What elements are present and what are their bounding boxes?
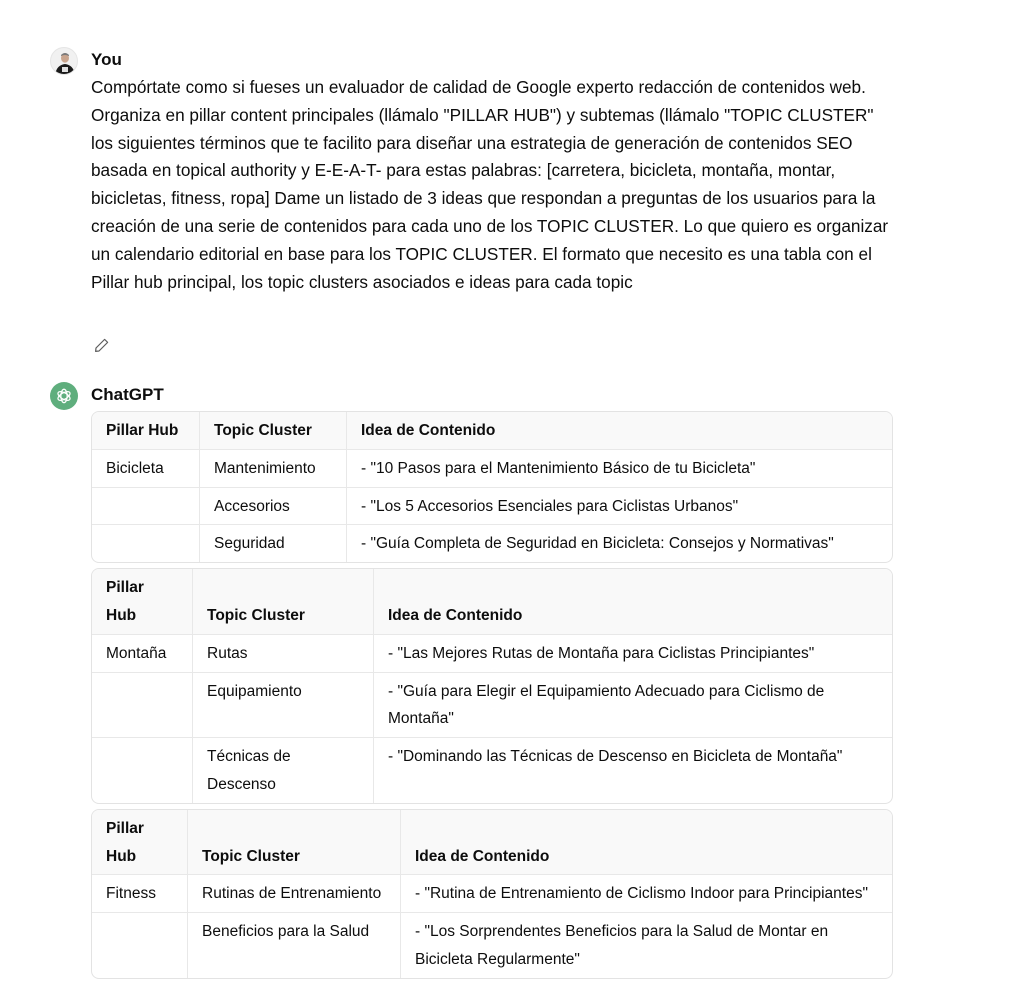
assistant-avatar	[50, 382, 78, 410]
cell-topic-cluster: Seguridad	[200, 525, 347, 562]
table-row	[92, 635, 892, 673]
header-pillar-hub: Pillar Hub	[92, 810, 188, 876]
table-header-row	[92, 569, 892, 635]
cell-pillar-hub	[92, 738, 193, 803]
header-idea: Idea de Contenido	[347, 412, 892, 450]
cell-idea: - "Los 5 Accesorios Esenciales para Ciclistas Urbanos"	[347, 488, 892, 526]
cell-pillar-hub	[92, 673, 193, 739]
cell-topic-cluster: Accesorios	[200, 488, 347, 526]
response-tables	[91, 411, 893, 984]
cell-topic-cluster: Beneficios para la Salud	[188, 913, 401, 978]
cell-idea: - "10 Pasos para el Mantenimiento Básico de tu Bicicleta"	[347, 450, 892, 488]
cell-pillar-hub	[92, 525, 200, 562]
pencil-icon[interactable]	[93, 336, 111, 354]
cell-topic-cluster: Rutas	[193, 635, 374, 673]
header-pillar-hub: Pillar Hub	[92, 412, 200, 450]
cell-idea: - "Las Mejores Rutas de Montaña para Ciclistas Principiantes"	[374, 635, 892, 673]
assistant-author-name: ChatGPT	[91, 385, 164, 404]
table-row	[92, 525, 892, 562]
cell-pillar-hub: Montaña	[92, 635, 193, 673]
content-table-bicicleta	[91, 411, 893, 563]
cell-pillar-hub	[92, 488, 200, 526]
cell-topic-cluster: Mantenimiento	[200, 450, 347, 488]
header-topic-cluster: Topic Cluster	[193, 569, 374, 635]
table-header-row	[92, 810, 892, 876]
table-row	[92, 913, 892, 978]
table-row	[92, 738, 892, 803]
user-author-name: You	[91, 50, 122, 69]
cell-topic-cluster: Rutinas de Entrenamiento	[188, 875, 401, 913]
cell-idea: - "Rutina de Entrenamiento de Ciclismo Indoor para Principiantes"	[401, 875, 892, 913]
table-row	[92, 875, 892, 913]
header-topic-cluster: Topic Cluster	[188, 810, 401, 876]
cell-idea: - "Los Sorprendentes Beneficios para la Salud de Montar en Bicicleta Regularmente"	[415, 923, 829, 968]
cell-pillar-hub: Fitness	[92, 875, 188, 913]
user-photo-avatar-icon	[51, 48, 78, 75]
cell-idea: - "Guía Completa de Seguridad en Bicicleta: Consejos y Normativas"	[361, 535, 834, 553]
table-row	[92, 450, 892, 488]
table-row	[92, 488, 892, 526]
header-idea: Idea de Contenido	[374, 569, 892, 635]
content-table-montana	[91, 568, 893, 804]
user-avatar	[50, 47, 78, 75]
cell-pillar-hub: Bicicleta	[92, 450, 200, 488]
header-pillar-hub: Pillar Hub	[92, 569, 193, 635]
cell-idea: - "Dominando las Técnicas de Descenso en Bicicleta de Montaña"	[388, 748, 843, 766]
cell-pillar-hub	[92, 913, 188, 978]
cell-topic-cluster: Equipamiento	[193, 673, 374, 739]
user-prompt-text: Compórtate como si fueses un evaluador de calidad de Google experto redacción de contenidos web. Organiza en pillar content principales (llámalo "PILLAR HUB") y subtemas (llámalo "TOPIC CLUSTER" los siguientes términos que te facilito para diseñar una estrategia de generación de contenidos SEO basada en topical authority y E-E-A-T- para estas palabras: [carretera, bicicleta, montaña, montar, bicicletas, fitness, ropa] Dame un listado de 3 ideas que respondan a preguntas de los usuarios para la creación de una serie de contenidos para cada uno de los TOPIC CLUSTER. Lo que quiero es organizar un calendario editorial en base para los TOPIC CLUSTER. El formato que necesito es una tabla con el Pillar hub principal, los topic clusters asociados e ideas para cada topic	[91, 77, 889, 292]
cell-idea: - "Guía para Elegir el Equipamiento Adecuado para Ciclismo de Montaña"	[374, 673, 892, 739]
table-row	[92, 673, 892, 739]
header-idea: Idea de Contenido	[401, 810, 892, 876]
content-table-fitness	[91, 809, 893, 979]
header-topic-cluster: Topic Cluster	[200, 412, 347, 450]
table-header-row	[92, 412, 892, 450]
cell-topic-cluster: Técnicas de Descenso	[193, 738, 374, 803]
openai-logo-icon	[55, 387, 73, 405]
